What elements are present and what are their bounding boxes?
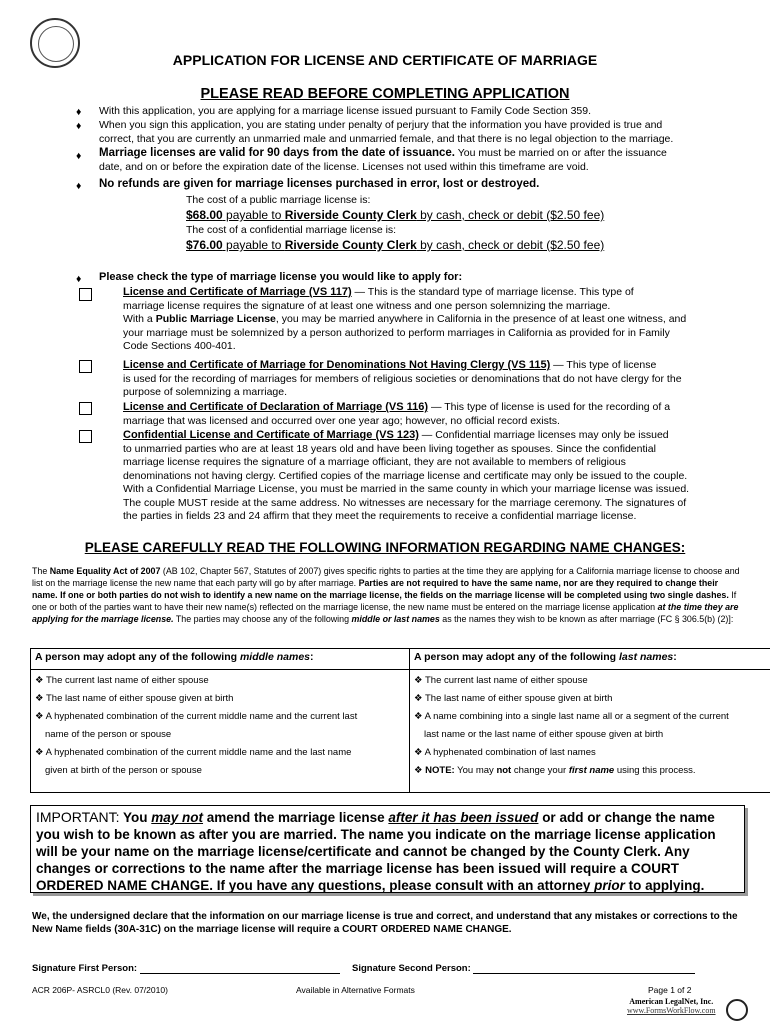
publisher-logo-icon xyxy=(726,999,748,1021)
middle-option-3: A hyphenated combination of the current middle name and the current last xyxy=(45,711,358,722)
vs117-text-c2: , you may be married anywhere in California in the presence of at least one witness, and xyxy=(275,313,687,325)
last-option-1: The current last name of either spouse xyxy=(424,675,588,686)
vs116-description xyxy=(123,401,737,428)
list-item: ❖ The last name of either spouse given at birth xyxy=(35,693,234,704)
confidential-fee-text2: by cash, check or debit ($2.50 fee) xyxy=(416,238,605,252)
name-options-table xyxy=(30,648,770,793)
vs117-text-c1: With a xyxy=(123,313,156,325)
vs117-text-b: marriage license requires the signature of at least one witness and one person solemnizing the marriage. xyxy=(123,299,611,312)
vs123-text-e: With a Confidential Marriage License, you must be married in the same county in which your marriage license was issued. xyxy=(123,483,690,495)
vs115-text-c: purpose of solemnizing a marriage. xyxy=(123,386,288,398)
no-refunds-text: No refunds are given for marriage licenses purchased in error, lost or destroyed. xyxy=(99,178,540,190)
para-bold-italic: at the time they are applying for the marriage license. xyxy=(32,602,739,624)
bullet-icon: ♦ xyxy=(76,106,82,118)
vs117-public-label: Public Marriage License xyxy=(155,313,276,325)
para-bold-italic-2: middle or last names xyxy=(351,614,440,624)
list-item: ❖ The current last name of either spouse xyxy=(35,675,209,686)
middle-option-2: The last name of either spouse given at birth xyxy=(45,693,234,704)
name-equality-paragraph xyxy=(32,565,742,625)
declaration-text: We, the undersigned declare that the information on our marriage license is true and correct, and understand that any mistakes or corrections to the New Name fields (30A-31C) on the marriage license will require a COURT ORDERED NAME CHANGE. xyxy=(32,911,738,935)
vs115-text-a: — This type of license xyxy=(550,359,657,371)
last-option-4: A hyphenated combination of last names xyxy=(424,747,596,758)
vs115-checkbox[interactable] xyxy=(79,360,92,373)
vs117-title: License and Certificate of Marriage (VS 117) xyxy=(123,286,352,298)
middle-head-b: : xyxy=(310,651,314,663)
bullet-text-2b: correct, that you are currently an unmarried male and unmarried female, and that there is no legal objection to the marriage. xyxy=(99,132,674,145)
last-names-header xyxy=(410,649,770,670)
important-t1: You xyxy=(119,810,152,825)
public-fee-clerk: Riverside County Clerk xyxy=(284,208,417,222)
vs115-description xyxy=(123,359,737,400)
vs123-text-g: the parties in fields 23 and 24 affirm that they meet the requirements to receive a confidential marriage license. xyxy=(123,510,637,522)
last-names-list xyxy=(410,670,770,793)
para-bold-2: Parties are not required to have the same name, nor are they required to change their name. If one or both parties do not wish to identify a new name on the marriage license, the fields on the marriage license will be completed using two single dashes. xyxy=(32,578,729,600)
vs117-text-a: — This is the standard type of marriage license. This type of xyxy=(351,286,634,298)
confidential-cost-label: The cost of a confidential marriage license is: xyxy=(186,224,397,236)
note-b: change your xyxy=(511,765,569,776)
vs116-title: License and Certificate of Declaration of Marriage (VS 116) xyxy=(123,401,429,413)
middle-option-3b: name of the person or spouse xyxy=(45,729,172,740)
middle-head-a: A person may adopt any of the following xyxy=(35,651,240,663)
important-t4: to applying. xyxy=(624,878,705,893)
validity-line2: date, and on or before the expiration date of the license. Licenses not used within this timeframe are void. xyxy=(99,160,589,173)
important-notice-box xyxy=(30,805,745,893)
important-label: IMPORTANT: xyxy=(36,809,120,825)
middle-names-header xyxy=(31,649,410,670)
important-after-issued: after it has been issued xyxy=(388,810,539,825)
signature-first-line[interactable] xyxy=(140,973,340,974)
bullet-text-2a: When you sign this application, you are stating under penalty of perjury that the information you have provided is true and xyxy=(99,119,663,131)
list-item xyxy=(35,726,405,744)
bullet-icon: ♦ xyxy=(76,180,82,192)
public-fee-text: payable to xyxy=(222,208,285,222)
vs115-title: License and Certificate of Marriage for Denominations Not Having Clergy (VS 115) xyxy=(123,359,551,371)
vs116-text-a: — This type of license is used for the recording of a xyxy=(428,401,671,413)
important-t3: or add or change the name you wish to be known as after you are married. The name you indicate on the marriage license application will be your name on the marriage license/certificate and cannot be changed by the County Clerk. Any changes or corrections to the name after the marriage license has been issued will require a COURT ORDERED NAME CHANGE. If you have any questions, please consult with an attorney xyxy=(36,810,716,893)
para-text-3: If one or both of the parties want to have their new name(s) reflected on the marriage license, the new name must be entered on the marriage license application xyxy=(32,590,737,612)
confidential-fee xyxy=(186,238,604,252)
vs123-checkbox[interactable] xyxy=(79,430,92,443)
list-item: ❖ A hyphenated combination of the current middle name and the current last xyxy=(35,711,358,722)
public-cost-label: The cost of a public marriage license is: xyxy=(186,194,371,206)
last-option-3: A name combining into a single last name all or a segment of the current xyxy=(424,711,729,722)
signature-first-label: Signature First Person: xyxy=(32,963,138,974)
list-item xyxy=(35,762,405,780)
important-t2: amend the marriage license xyxy=(203,810,389,825)
name-changes-heading: PLEASE CAREFULLY READ THE FOLLOWING INFORMATION REGARDING NAME CHANGES: xyxy=(84,540,686,555)
middle-names-list xyxy=(31,670,410,793)
bullet-icon: ♦ xyxy=(76,120,82,132)
vs123-title: Confidential License and Certificate of Marriage (VS 123) xyxy=(123,429,419,441)
public-fee-amount: $68.00 xyxy=(186,208,223,222)
list-item: ❖ The last name of either spouse given at birth xyxy=(414,693,613,704)
list-item xyxy=(414,726,769,744)
last-option-3b: last name or the last name of either spouse given at birth xyxy=(424,729,664,740)
vs117-description xyxy=(123,286,737,354)
middle-head-i: middle names xyxy=(239,651,310,663)
para-text-5: as the names they wish to be known as after marriage (FC § 306.5(b) (2)]: xyxy=(439,614,734,624)
important-prior: prior xyxy=(594,878,625,893)
important-may-not: may not xyxy=(151,810,204,825)
vs123-text-f: The couple MUST reside at the same address. No witnesses are necessary for the marriage ceremony. The signatures of xyxy=(123,496,687,509)
page-number: Page 1 of 2 xyxy=(648,985,692,995)
vs117-text-d: your marriage must be solemnized by a person authorized to perform marriages in California as provided for in Family xyxy=(123,326,670,339)
alternative-formats: Available in Alternative Formats xyxy=(296,985,415,995)
vs123-text-c: marriage license requires the signature of a marriage officiant, they are not available to members of religious xyxy=(123,456,626,468)
para-text-2: (AB 102, Chapter 567, Statutes of 2007) gives specific rights to parties at the time they are applying for a California marriage license to choose and list on the marriage license the new name that each party will go by after marriage. xyxy=(32,566,740,588)
last-head-a: A person may adopt any of the following xyxy=(414,651,619,663)
page-subtitle: PLEASE READ BEFORE COMPLETING APPLICATION xyxy=(200,86,570,102)
form-id: ACR 206P- ASRCL0 (Rev. 07/2010) xyxy=(32,985,168,995)
bullet-icon: ♦ xyxy=(76,273,82,285)
note-label: NOTE: xyxy=(425,765,455,776)
vs115-text-b: is used for the recording of marriages for members of religious societies or denominations that do not have clergy for the xyxy=(123,372,682,385)
last-head-i: last names xyxy=(618,651,674,663)
vs116-text-b: marriage that was licensed and occurred over one year ago; however, no official record exists. xyxy=(123,414,560,427)
page-title: APPLICATION FOR LICENSE AND CERTIFICATE OF MARRIAGE xyxy=(172,52,598,68)
note-a: You may xyxy=(454,765,497,776)
confidential-fee-clerk: Riverside County Clerk xyxy=(284,238,417,252)
public-fee-text2: by cash, check or debit ($2.50 fee) xyxy=(416,208,605,222)
middle-option-1: The current last name of either spouse xyxy=(45,675,209,686)
signature-second-label: Signature Second Person: xyxy=(352,963,471,974)
bullet-text-2 xyxy=(99,119,729,146)
bullet-icon: ♦ xyxy=(76,150,82,162)
validity-rest: You must be married on or after the issuance xyxy=(455,147,667,159)
license-type-intro: Please check the type of marriage license you would like to apply for: xyxy=(99,271,463,283)
vs123-text-d: denominations not having clergy. Certified copies of the marriage license and certificate may only be issued to the couple. xyxy=(123,469,688,482)
note-not: not xyxy=(496,765,512,776)
para-text-1: The xyxy=(32,566,50,576)
vs123-text-a: — Confidential marriage licenses may only be issued xyxy=(418,429,669,441)
last-option-2: The last name of either spouse given at birth xyxy=(424,693,613,704)
brand-name: American LegalNet, Inc. xyxy=(629,997,714,1006)
validity-notice: Marriage licenses are valid for 90 days from the date of issuance. xyxy=(99,147,456,159)
public-fee xyxy=(186,208,604,222)
vs116-checkbox[interactable] xyxy=(79,402,92,415)
publisher-brand xyxy=(627,997,716,1015)
confidential-fee-text: payable to xyxy=(222,238,285,252)
para-text-4: The parties may choose any of the following xyxy=(173,614,352,624)
brand-url[interactable]: www.FormsWorkFlow.com xyxy=(627,1006,716,1015)
para-act-name: Name Equality Act of 2007 xyxy=(49,566,161,576)
bullet-text-3 xyxy=(99,147,729,174)
note-first-name: first name xyxy=(568,765,615,776)
last-head-b: : xyxy=(673,651,677,663)
signature-first-person xyxy=(32,963,340,974)
confidential-fee-amount: $76.00 xyxy=(186,238,223,252)
signature-second-line[interactable] xyxy=(473,973,695,974)
middle-option-4: A hyphenated combination of the current middle name and the last name xyxy=(45,747,352,758)
note-c: using this process. xyxy=(614,765,696,776)
middle-option-4b: given at birth of the person or spouse xyxy=(45,765,202,776)
list-item: ❖ NOTE: You may not change your first name using this process. xyxy=(414,765,696,776)
signature-second-person xyxy=(352,963,695,974)
list-item: ❖ A hyphenated combination of the current middle name and the last name xyxy=(35,747,352,758)
list-item: ❖ The current last name of either spouse xyxy=(414,675,588,686)
list-item: ❖ A hyphenated combination of last names xyxy=(414,747,596,758)
bullet-text-1: With this application, you are applying for a marriage license issued pursuant to Family Code Section 359. xyxy=(99,105,592,117)
vs117-text-e: Code Sections 400-401. xyxy=(123,340,236,352)
vs123-description xyxy=(123,429,737,524)
list-item: ❖ A name combining into a single last name all or a segment of the current xyxy=(414,711,729,722)
vs123-text-b: to unmarried parties who are at least 18 years old and have been living together as spouses. Since the confidential xyxy=(123,442,656,455)
vs117-checkbox[interactable] xyxy=(79,288,92,301)
